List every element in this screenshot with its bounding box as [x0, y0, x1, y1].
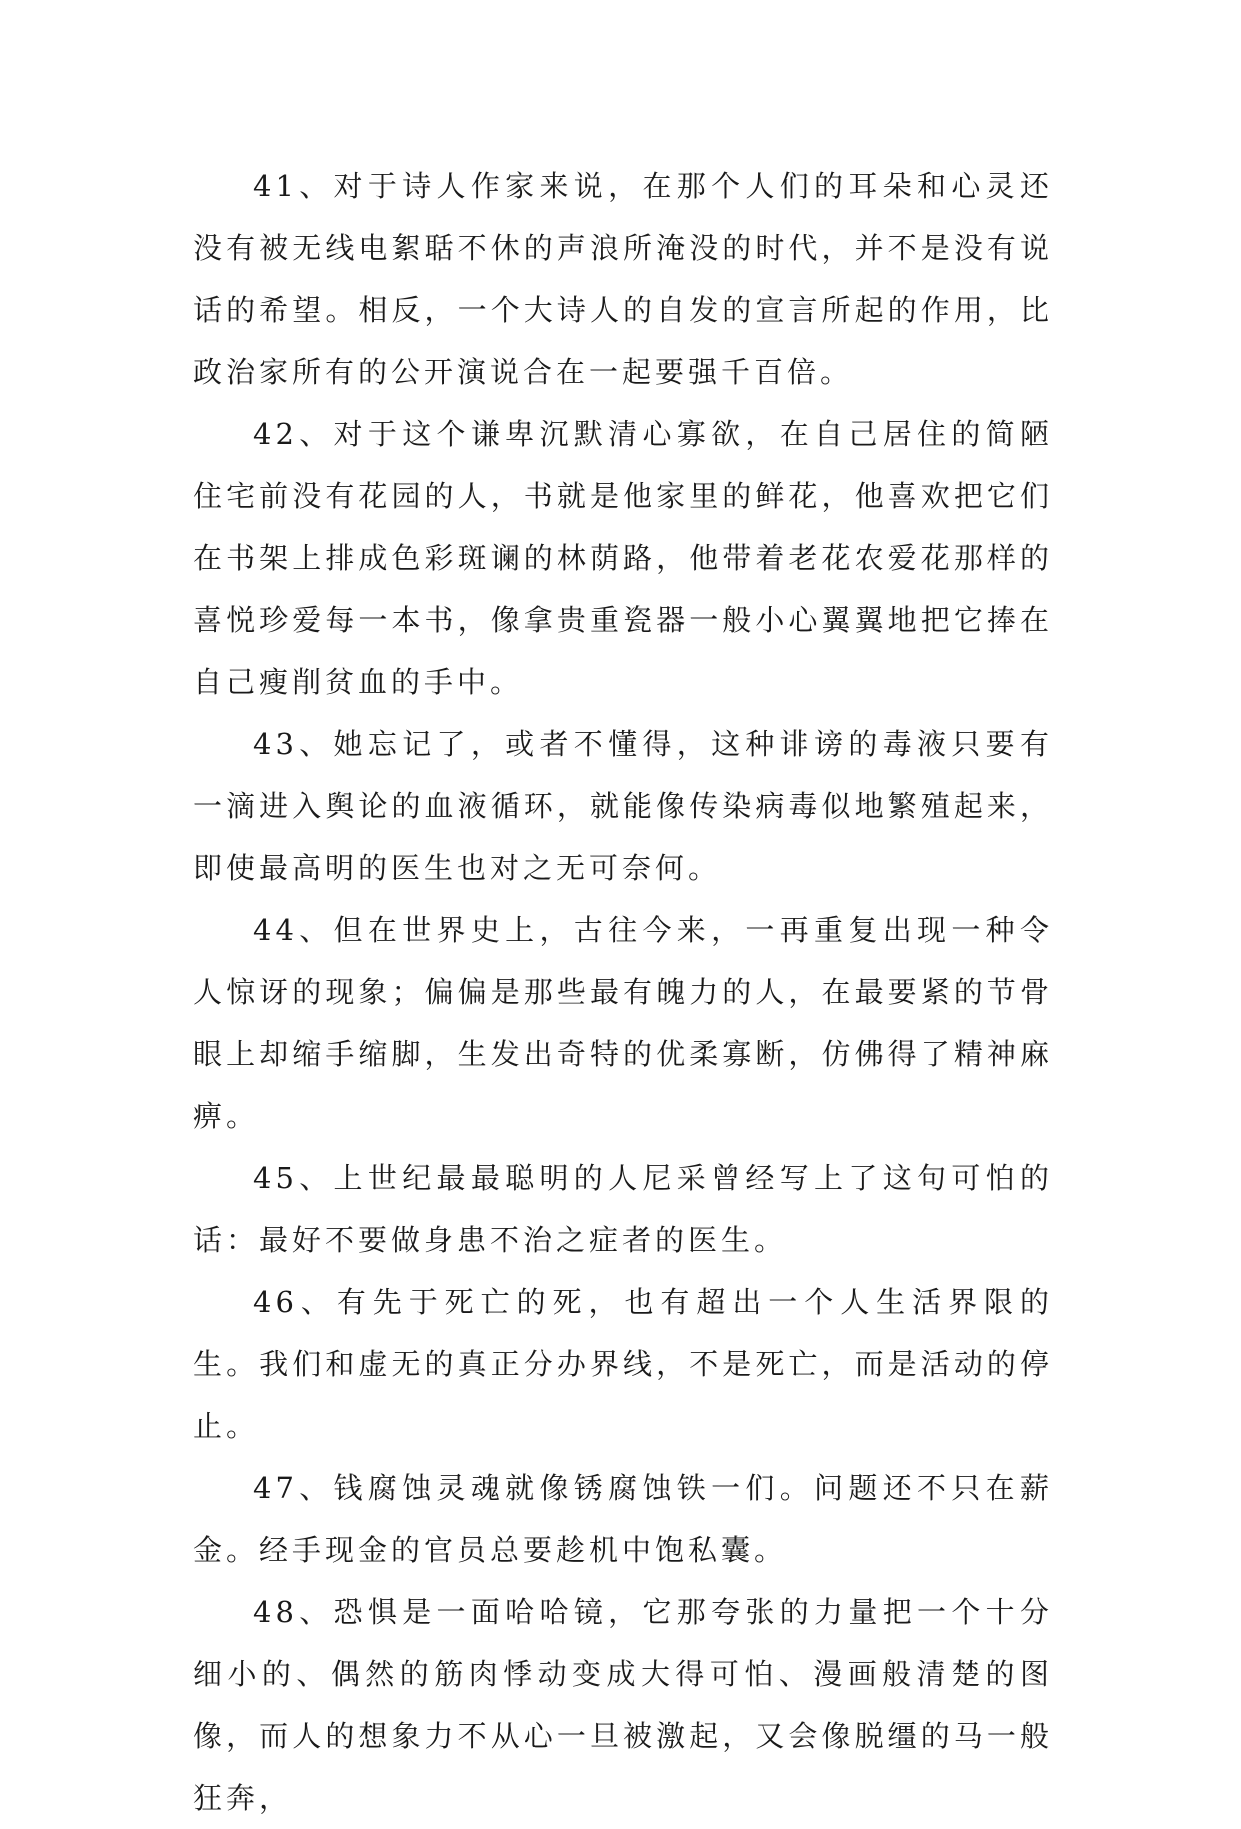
document-page [193, 155, 1053, 1829]
paragraph-44: 44、但在世界史上，古往今来，一再重复出现一种令人惊讶的现象；偏偏是那些最有魄力的人，在最要紧的节骨眼上却缩手缩脚，生发出奇特的优柔寡断，仿佛得了精神麻痹。 [193, 913, 1053, 1133]
paragraph-48: 48、恐惧是一面哈哈镜，它那夸张的力量把一个十分细小的、偶然的筋肉悸动变成大得可怕、漫画般清楚的图像，而人的想象力不从心一旦被激起，又会像脱缰的马一般狂奔， [193, 1595, 1053, 1815]
paragraph-43: 43、她忘记了，或者不懂得，这种诽谤的毒液只要有一滴进入舆论的血液循环，就能像传染病毒似地繁殖起来，即使最高明的医生也对之无可奈何。 [193, 727, 1053, 885]
paragraph-42: 42、对于这个谦卑沉默清心寡欲，在自己居住的简陋住宅前没有花园的人，书就是他家里的鲜花，他喜欢把它们在书架上排成色彩斑谰的林荫路，他带着老花农爱花那样的喜悦珍爱每一本书，像拿贵重瓷器一般小心翼翼地把它捧在自己瘦削贫血的手中。 [193, 417, 1053, 699]
paragraph-47: 47、钱腐蚀灵魂就像锈腐蚀铁一们。问题还不只在薪金。经手现金的官员总要趁机中饱私囊。 [193, 1471, 1053, 1567]
paragraph-41: 41、对于诗人作家来说，在那个人们的耳朵和心灵还没有被无线电絮聒不休的声浪所淹没的时代，并不是没有说话的希望。相反，一个大诗人的自发的宣言所起的作用，比政治家所有的公开演说合在一起要强千百倍。 [193, 169, 1053, 389]
paragraph-46: 46、有先于死亡的死，也有超出一个人生活界限的生。我们和虚无的真正分办界线，不是死亡，而是活动的停止。 [193, 1285, 1053, 1443]
paragraph-45: 45、上世纪最最聪明的人尼采曾经写上了这句可怕的话：最好不要做身患不治之症者的医生。 [193, 1161, 1053, 1257]
